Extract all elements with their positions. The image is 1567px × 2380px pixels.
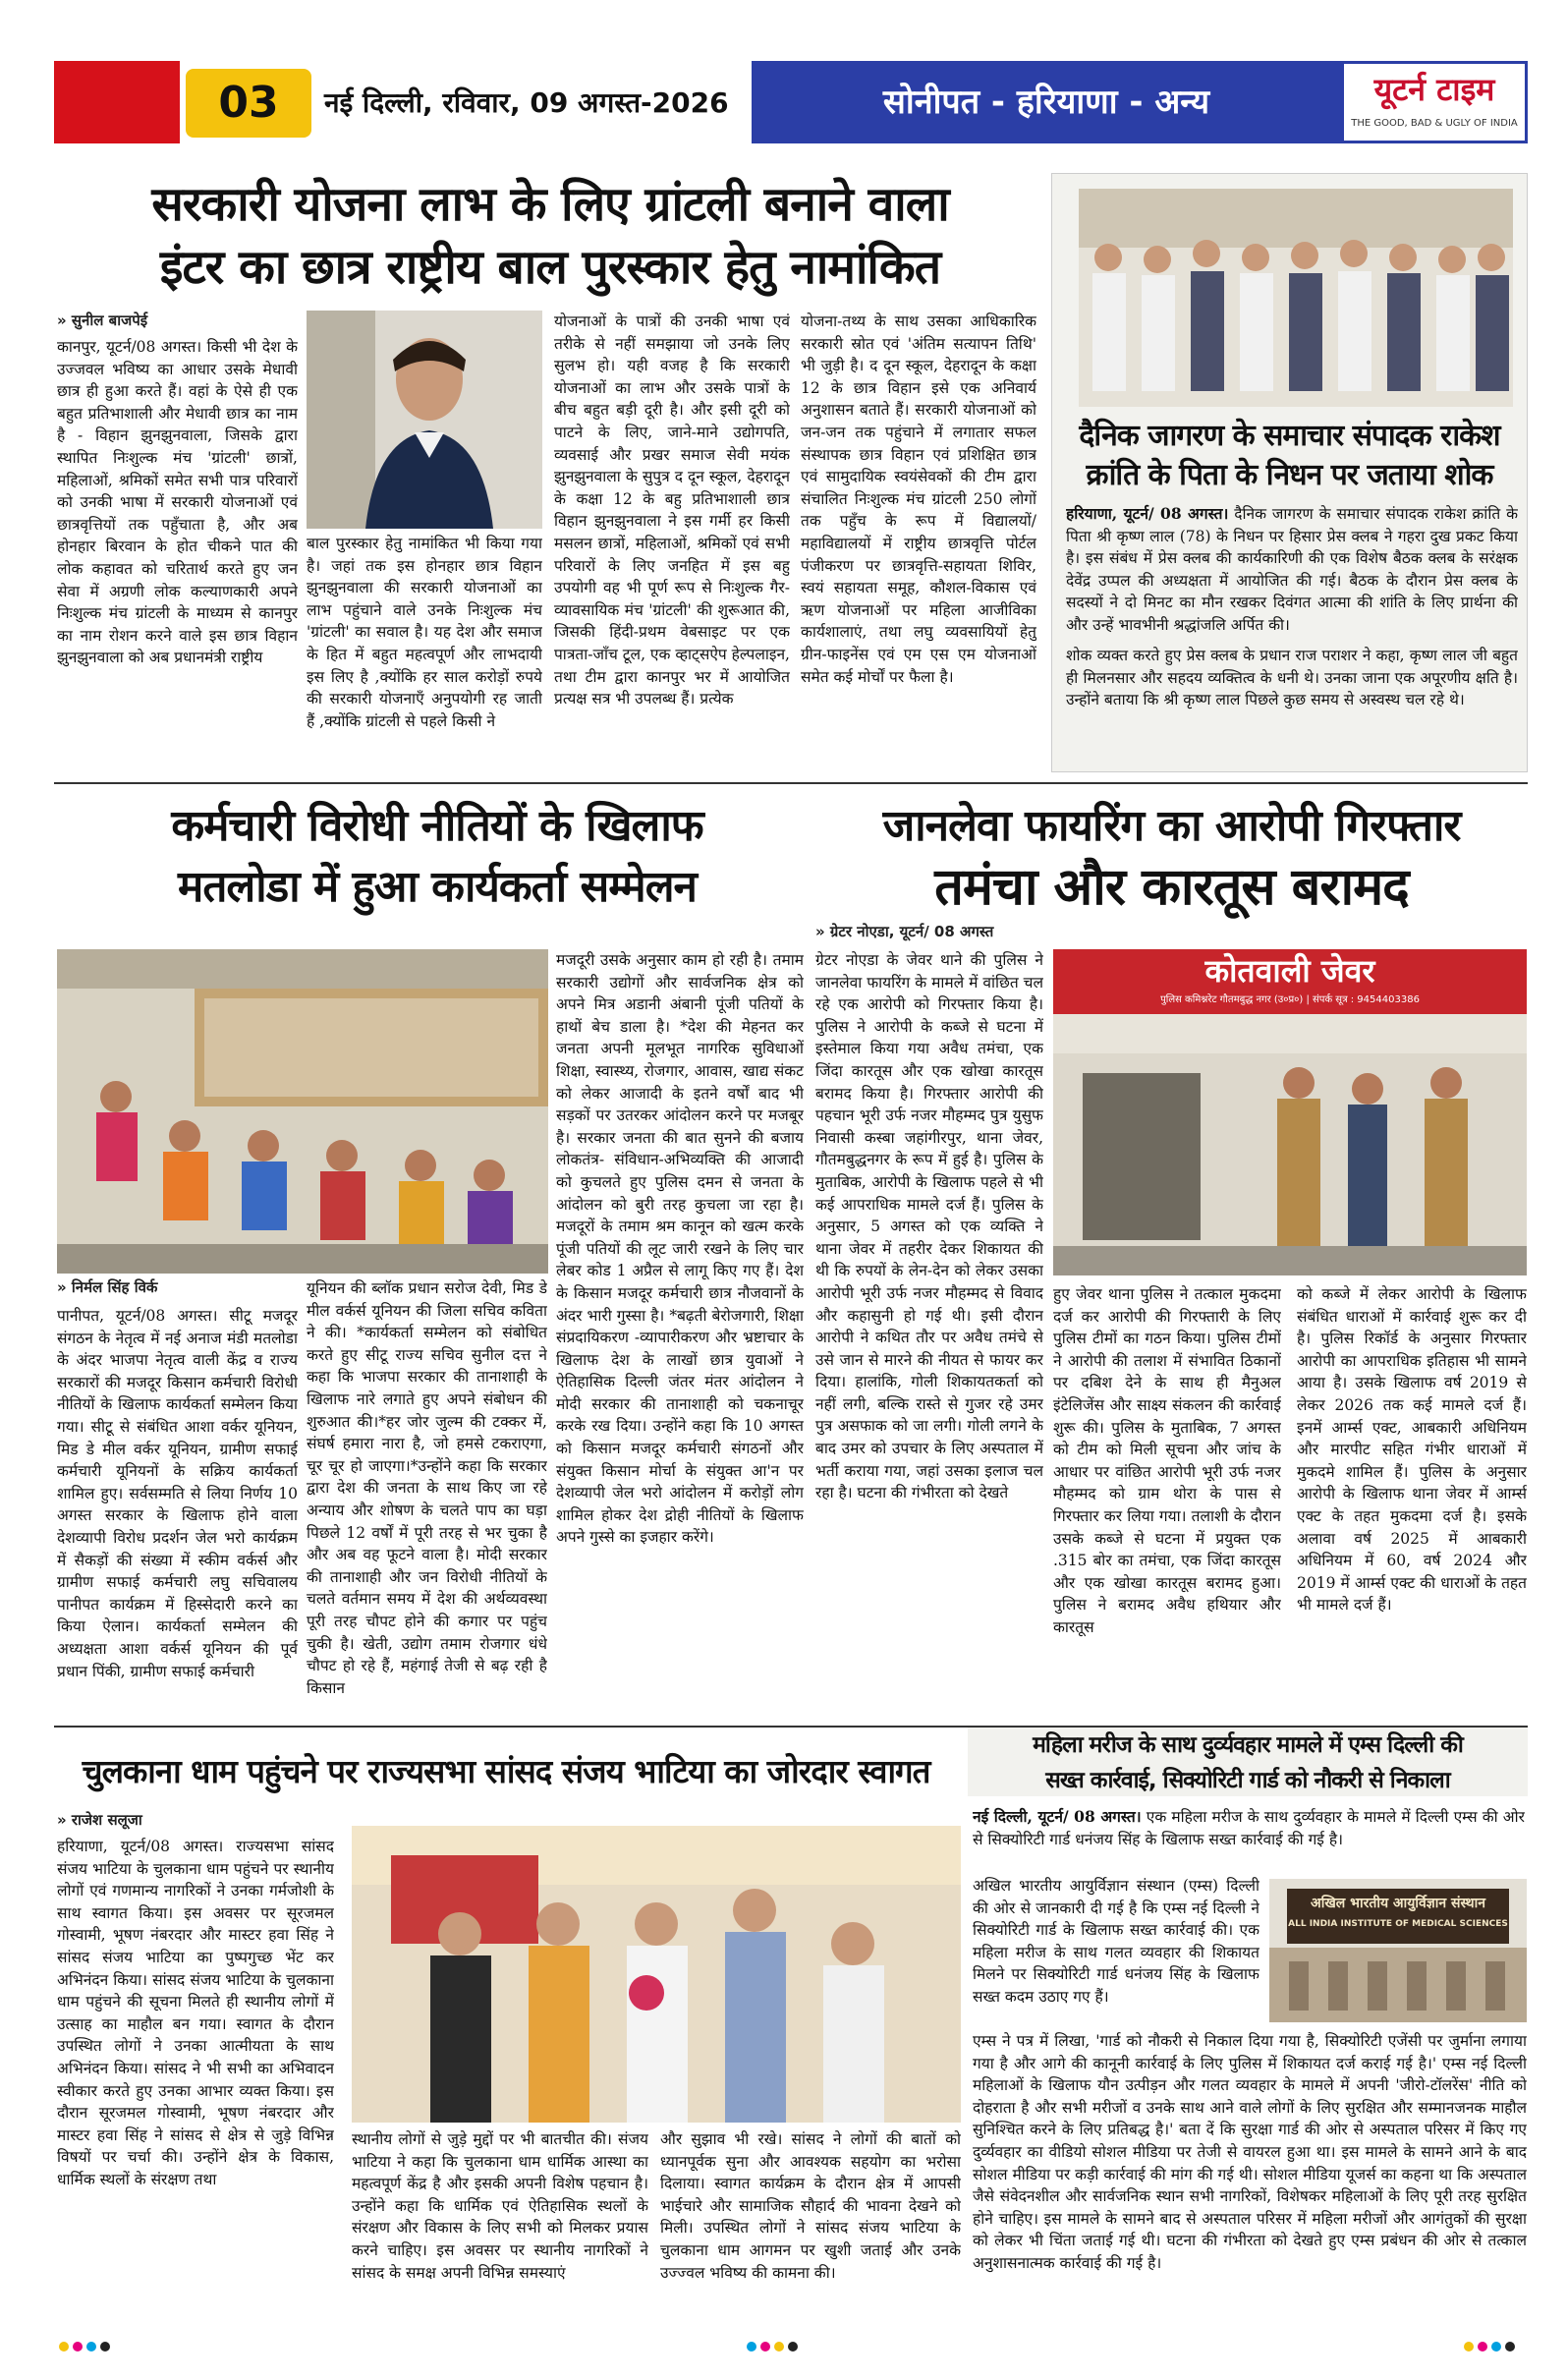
story2-headline <box>1061 417 1518 495</box>
logo-tagline: THE GOOD, BAD & UGLY OF INDIA <box>1351 118 1518 129</box>
story2-body-text: दैनिक जागरण के समाचार संपादक राकेश क्रांति के पिता श्री कृष्ण लाल (78) के निधन पर हिसार प्रेस क्लब ने गहरा दुख प्रकट किया है। इस संबंध में प्रेस क्लब की कार्यकारिणी की एक विशेष बैठक क्लब के सरंक्षक देवेंद्र उप्पल की अध्यक्षता में आयोजित की गई। बैठक के दौरान प्रेस क्लब के सदस्यों ने दो मिनट का मौन रखकर दिवंगत आत्मा की शांति के लिए प्रार्थना की और उन्हें भावभीनी श्रद्धांजलि अर्पित की। <box>1066 505 1518 634</box>
workers-meeting-photo-icon <box>57 949 548 1274</box>
story1-col1: कानपुर, यूटर्न/08 अगस्त। किसी भी देश के उज्जवल भविष्य का आधार उसके मेधावी छात्र ही हुआ करते हैं। वहां के ऐसे ही एक बहुत प्रतिभाशाली और मेधावी छात्र का नाम है - विहान झुनझुनवाला, जिसके द्वारा स्थापित निःशुल्क मंच 'ग्रांटली' छात्रों, महिलाओं, श्रमिकों समेत सभी पात्र परिवारों को उनकी भाषा में सरकारी योजनाओं एवं छात्रवृत्तियों तक पहुँचाता है, और अब होनहार बिरवान के होत चीकने पात की लोक कहावत को चरितार्थ करते हुए जन सेवा में अग्रणी लोक कल्याणकारी अपने निःशुल्क मंच ग्रांटली के माध्यम से कानपुर का नाम रोशन करने वाले इस छात्र विहान झुनझुनवाला को अब प्रधानमंत्री राष्ट्रीय <box>57 338 298 667</box>
story6-col-left: अखिल भारतीय आयुर्विज्ञान संस्थान (एम्स) दिल्ली की ओर से जानकारी दी गई है कि एम्स नई दिल्ली ने सिक्योरिटी गार्ड के खिलाफ सख्त कार्रवाई की। एक महिला मरीज के साथ गलत व्यवहार की शिकायत मिलने पर सिक्योरिटी गार्ड धनंजय सिंह के खिलाफ सख्त कदम उठाए गए हैं। <box>973 1877 1259 2006</box>
page-number: 03 <box>186 69 311 138</box>
story4-col1: ग्रेटर नोएडा के जेवर थाने की पुलिस ने जानलेवा फायरिंग के मामले में वांछित चल रहे एक आरोपी को गिरफ्तार किया है। पुलिस ने आरोपी के कब्जे से घटना में इस्तेमाल किया गया अवैध तमंचा, एक जिंदा कारतूस और एक खोखा कारतूस बरामद किया है। गिरफ्तार आरोपी की पहचान भूरी उर्फ नजर मौहम्मद पुत्र युसुफ निवासी कस्बा जहांगीरपुर, थाना जेवर, गौतमबुद्धनगर के रूप में हुई है। पुलिस के मुताबिक, आरोपी के खिलाफ पहले से भी कई आपराधिक मामले दर्ज हैं। पुलिस के अनुसार, 5 अगस्त को एक व्यक्ति ने थाना जेवर में तहरीर देकर शिकायत की थी कि रुपयों के लेन-देन को लेकर उसका आरोपी भूरी उर्फ नजर मौहम्मद से विवाद और कहासुनी हो गई थी। इसी दौरान आरोपी ने कथित तौर पर अवैध तमंचे से उसे जान से मारने की नीयत से फायर कर दिया। हालांकि, गोली शिकायतकर्ता को नहीं लगी, बल्कि रास्ते से गुजर रहे उमर पुत्र असफाक को जा लगी। गोली लगने के बाद उमर को उपचार के लिए अस्पताल में भर्ती कराया गया, जहां उसका इलाज चल रहा है। घटना की गंभीरता को देखते <box>815 951 1043 1502</box>
story1-photo <box>307 311 542 529</box>
story6-lead-text: एक महिला मरीज के साथ दुर्व्यवहार के मामले में दिल्ली एम्स की ओर से सिक्योरिटी गार्ड धनंजय सिंह के खिलाफ सख्त कार्रवाई की गई है। <box>973 1808 1525 1848</box>
police-station-name: कोतवाली जेवर <box>1204 952 1375 990</box>
story6-headline-line2: सख्त कार्रवाई, सिक्योरिटी गार्ड को नौकरी से निकाला <box>1045 1768 1450 1793</box>
story3-col1: पानीपत, यूटर्न/08 अगस्त। सीटू मजदूर संगठन के नेतृत्व में नई अनाज मंडी मतलोडा के अंदर भाजपा नेतृत्व वाली केंद्र व राज्य सरकारों की मजदूर किसान कर्मचारी विरोधी नीतियों के खिलाफ कार्यकर्ता सम्मेलन किया गया। सीटू से संबंधित आशा वर्कर यूनियन, मिड डे मील वर्कर यूनियन, ग्रामीण सफाई कर्मचारी यूनियनों के सक्रिय कार्यकर्ता शामिल हुए। सर्वसम्मति से लिया निर्णय 10 अगस्त सरकार के खिलाफ होने वाला देशव्यापी विरोध प्रदर्शन जेल भरो कार्यक्रम में सैकड़ों की संख्या में स्कीम वर्कर्स और ग्रामीण सफाई कर्मचारी लघु सचिवालय पानीपत कार्यक्रम में हिस्सेदारी करने का किया ऐलान। कार्यकर्ता सम्मेलन की अध्यक्षता आशा वर्कर्स यूनियन की पूर्व प्रधान पिंकी, ग्रामीण सफाई कर्मचारी <box>57 1307 298 1680</box>
masthead <box>54 61 1528 143</box>
story4-headline-line2: तमंचा और कारतूस बरामद <box>934 858 1409 917</box>
story1-headline-line1: सरकारी योजना लाभ के लिए ग्रांटली बनाने वाला <box>151 177 949 232</box>
section-divider <box>54 782 1528 784</box>
story4-headline-line1: जानलेवा फायरिंग का आरोपी गिरफ्तार <box>882 801 1461 851</box>
story6-dateline: नई दिल्ली, यूटर्न/ 08 अगस्त। <box>973 1807 1142 1826</box>
story4-photo <box>1053 949 1527 1275</box>
welcome-ceremony-photo-icon <box>352 1826 961 2123</box>
story4-headline <box>815 796 1528 918</box>
story1-byline: » सुनील बाजपेई <box>57 312 148 329</box>
print-registration-dots-center <box>747 2337 802 2351</box>
story3-headline-line1: कर्मचारी विरोधी नीतियों के खिलाफ <box>171 801 703 851</box>
story2-dateline: हरियाणा, यूटर्न/ 08 अगस्त। <box>1066 504 1229 523</box>
print-registration-dots-left <box>59 2337 114 2351</box>
story3-col2: यूनियन की ब्लॉक प्रधान सरोज देवी, मिड डे मील वर्कर्स यूनियन की जिला सचिव कविता ने की। *कार्यकर्ता सम्मेलन को संबोधित करते हुए सीटू राज्य सचिव सुनील दत्त ने कहा कि भाजपा सरकार की तानाशाही के खिलाफ नारे लगाते हुए अपने संबोधन की शुरुआत की।*हर जोर जुल्म की टक्कर में, संघर्ष हमारा नारा है, जो हमसे टकराएगा, चूर चूर हो जाएगा।*उन्होंने कहा कि सरकार द्वारा देश की जनता के साथ किए जा रहे अन्याय और शोषण के चलते पाप का घड़ा पिछले 12 वर्षों में पूरी तरह से भर चुका है और अब वह फूटने वाला है। मोदी सरकार की तानाशाही और जन विरोधी नीतियों के चलते वर्तमान समय में देश की अर्थव्यवस्था पूरी तरह चौपट होने की कगार पर पहुंच चुकी है। खेती, उद्योग तमाम रोजगार धंधे चौपट हो रहे हैं, महंगाई तेजी से बढ़ रही है किसान <box>307 1279 547 1697</box>
story1-col3: योजनाओं के पात्रों की उनकी भाषा एवं तरीके से नहीं समझाया जो उनके लिए सुलभ हो। यही वजह है कि सरकारी योजनाओं का लाभ और उसके पात्रों के बीच बहुत बड़ी दूरी है। और इसी दूरी को पाटने के लिए, जाने-माने उद्योगपति, व्यवसाई और प्रखर समाज सेवी मयंक झुनझुनवाला के सुपुत्र द दून स्कूल, देहरादून के कक्षा 12 के बहु प्रतिभाशाली छात्र विहान झुनझुनवाला ने इस गर्मी हर किसी मसलन छात्रों, महिलाओं, श्रमिकों एवं सभी परिवारों के लिए जनहित में इस बहु उपयोगी वह भी पूर्ण रूप से निःशुल्क गैर-व्यावसायिक मंच 'ग्रांटली' की शुरूआत की, जिसकी हिंदी-प्रथम वेबसाइट पर एक पात्रता-जाँच टूल, एक व्हाट्सऐप हेल्पलाइन, तथा टीम द्वारा कानपुर भर में आयोजित प्रत्यक्ष सत्र भी उपलब्ध हैं। प्रत्येक <box>554 312 790 708</box>
story5-byline: » राजेश सलूजा <box>57 1811 142 1829</box>
story3-headline <box>54 796 820 918</box>
police-station-contact: पुलिस कमिश्नरेट गौतमबुद्ध नगर (उ०प्र०) | संपर्क सूत्र : 9454403386 <box>1160 994 1420 1005</box>
story2-headline-line1: दैनिक जागरण के समाचार संपादक राकेश <box>1079 419 1500 453</box>
section-band: सोनीपत - हरियाणा - अन्य <box>752 61 1341 143</box>
story2-photo <box>1079 189 1513 407</box>
story2-body <box>1066 503 1518 641</box>
newspaper-logo <box>1341 61 1528 143</box>
story6-body: एम्स ने पत्र में लिखा, 'गार्ड को नौकरी से निकाल दिया गया है, सिक्योरिटी एजेंसी पर जुर्माना लगाया गया है और आगे की कानूनी कार्रवाई के लिए पुलिस में शिकायत दर्ज कराई गई है।' एम्स नई दिल्ली महिलाओं के खिलाफ यौन उत्पीड़न और गलत व्यवहार के मामले में अपनी 'जीरो-टॉलरेंस' नीति को दोहराता है और सभी मरीजों व उनके साथ आने वाले लोगों के लिए सुरक्षित और सम्मानजनक माहौल सुनिश्चित करने के लिए प्रतिबद्ध है।' बता दें कि सुरक्षा गार्ड की ओर से अस्पताल परिसर में किए गए दुर्व्यवहार का वीडियो सोशल मीडिया पर तेजी से वायरल हुआ था। इस मामले के सामने आने के बाद सोशल मीडिया पर कड़ी कार्रवाई की मांग की गई थी। सोशल मीडिया यूजर्स का कहना था कि अस्पताल जैसे संवेदनशील और सार्वजनिक स्थान सभी नागरिकों, विशेषकर महिलाओं के लिए पूरी तरह सुरक्षित होने चाहिए। इस मामले के सामने बाद से अस्पताल परिसर में महिला मरीजों और आगंतुकों की सुरक्षा को लेकर भी चिंता जताई गई थी। घटना की गंभीरता को देखते हुए एम्स प्रबंधन की ओर से तत्काल अनुशासनात्मक कार्रवाई की गई है। <box>973 2032 1527 2272</box>
story6-lead <box>973 1806 1525 1875</box>
story3-photo <box>57 949 548 1274</box>
police-arrest-photo-icon <box>1053 1014 1527 1275</box>
student-portrait-icon <box>307 311 542 529</box>
story4-byline: » ग्रेटर नोएडा, यूटर्न/ 08 अगस्त <box>815 923 994 940</box>
story5-headline: चुलकाना धाम पहुंचने पर राज्यसभा सांसद संजय भाटिया का जोरदार स्वागत <box>82 1752 930 1790</box>
story1-headline-line2: इंटर का छात्र राष्ट्रीय बाल पुरस्कार हेतु नामांकित <box>159 240 941 295</box>
story6-headline <box>968 1728 1528 1798</box>
masthead-red-block <box>54 61 180 143</box>
story5-col1: हरियाणा, यूटर्न/08 अगस्त। राज्यसभा सांसद संजय भाटिया के चुलकाना धाम पहुंचने पर स्थानीय लोगों एवं गणमान्य नागरिकों ने उनका गर्मजोशी के साथ स्वागत किया। इस अवसर पर सूरजमल गोस्वामी, भूषण नंबरदार और मास्टर हवा सिंह ने सांसद संजय भाटिया का पुष्पगुच्छ भेंट कर अभिनंदन किया। सांसद संजय भाटिया के चुलकाना धाम पहुंचने की सूचना मिलते ही स्थानीय लोगों में उत्साह का माहौल बन गया। स्वागत के दौरान उपस्थित लोगों ने उनका आत्मीयता के साथ अभिनंदन किया। सांसद ने भी सभी का अभिवादन स्वीकार करते हुए उनका आभार व्यक्त किया। इस दौरान सूरजमल गोस्वामी, भूषण नंबरदार और मास्टर हवा सिंह ने सांसद से क्षेत्र से जुड़े विभिन्न विषयों पर चर्चा की। उन्होंने क्षेत्र के विकास, धार्मिक स्थलों के संरक्षण तथा <box>57 1838 334 2188</box>
story5-col3: और सुझाव भी रखे। सांसद ने लोगों की बातों को ध्यानपूर्वक सुना और आवश्यक सहयोग का भरोसा दिलाया। स्वागत कार्यक्रम के दौरान क्षेत्र में आपसी भाईचारे और सामाजिक सौहार्द की भावना देखने को मिली। उपस्थित लोगों ने सांसद संजय भाटिया के चुलकाना धाम आगमन पर खुशी जताई और उनके उज्ज्वल भविष्य की कामना की। <box>660 2130 961 2282</box>
story2-headline-line2: क्रांति के पिता के निधन पर जताया शोक <box>1086 458 1493 492</box>
story5-photo <box>352 1826 961 2123</box>
story3-byline: » निर्मल सिंह विर्क <box>57 1278 158 1296</box>
story6-headline-line1: महिला मरीज के साथ दुर्व्यवहार मामले में एम्स दिल्ली की <box>1033 1732 1463 1758</box>
aiims-sign-hindi: अखिल भारतीय आयुर्विज्ञान संस्थान <box>1311 1896 1485 1911</box>
story1-headline <box>54 173 1046 299</box>
story6-photo <box>1269 1879 1527 2022</box>
story4-col3: को कब्जे में लेकर आरोपी के खिलाफ संबंधित धाराओं में कार्रवाई शुरू कर दी है। पुलिस रिकॉर्ड के अनुसार गिरफ्तार आरोपी का आपराधिक इतिहास भी सामने आया है। उसके खिलाफ वर्ष 2019 से लेकर 2026 तक कई मामले दर्ज हैं। इनमें आर्म्स एक्ट, आबकारी अधिनियम और मारपीट सहित गंभीर धाराओं में मुकदमे शामिल हैं। पुलिस के अनुसार आरोपी के खिलाफ थाना जेवर में आर्म्स एक्ट के तहत मुकदमा दर्ज है। इसके अलावा वर्ष 2025 में आबकारी अधिनियम में 60, वर्ष 2024 और 2019 में आर्म्स एक्ट की धाराओं के तहत भी मामले दर्ज हैं। <box>1297 1285 1527 1615</box>
story1-col2: बाल पुरस्कार हेतु नामांकित भी किया गया है। जहां तक इस होनहार छात्र विहान झुनझुनवाला की सरकारी योजनाओं का लाभ पहुंचाने वाले उनके निःशुल्क मंच 'ग्रांटली' का सवाल है। यह देश और समाज के हित में बहुत महत्वपूर्ण और लाभदायी इस लिए है ,क्योंकि हर साल करोड़ों रुपये की सरकारी योजनाएँ अनुपयोगी रह जाती हैं ,क्योंकि ग्रांटली से पहले किसी ने <box>307 535 542 730</box>
story5-col2: स्थानीय लोगों से जुड़े मुद्दों पर भी बातचीत की। संजय भाटिया ने कहा कि चुलकाना धाम धार्मिक आस्था का महत्वपूर्ण केंद्र है और इसकी अपनी विशेष पहचान है। उन्होंने कहा कि धार्मिक एवं ऐतिहासिक स्थलों के संरक्षण और विकास के लिए सभी को मिलकर प्रयास करने चाहिए। इस अवसर पर स्थानीय नागरिकों ने सांसद के समक्ष अपनी विभिन्न समस्याएं <box>352 2130 648 2282</box>
logo-text: यूटर्न टाइम <box>1373 71 1495 108</box>
print-registration-dots-right <box>1464 2337 1519 2351</box>
aiims-sign-english: ALL INDIA INSTITUTE OF MEDICAL SCIENCES <box>1288 1919 1508 1929</box>
meeting-group-photo-icon <box>1079 189 1513 407</box>
story1-col4: योजना-तथ्य के साथ उसका आधिकारिक सरकारी स्रोत एवं 'अंतिम सत्यापन तिथि' भी जुड़ी है। द दून स्कूल, देहरादून के कक्षा 12 के छात्र विहान इसे एक अनिवार्य अनुशासन बताते हैं। सरकारी योजनाओं को जन-जन तक पहुंचाने में लगातार सफल संस्थापक छात्र विहान एवं प्रशिक्षित छात्र एवं सामुदायिक स्वयंसेवकों की टीम द्वारा संचालित निःशुल्क मंच ग्रांटली 250 लोगों तक पहुँच के रूप में विद्यालयों/महाविद्यालयों में राष्ट्रीय छात्रवृत्ति पोर्टल पंजीकरण पर छात्रवृत्ति-सहायता शिविर, स्वयं सहायता समूह, कौशल-विकास एवं ऋण योजनाओं पर महिला आजीविका कार्यशालाएं, तथा लघु व्यवसायियों हेतु ग्रीन-फाइनेंस एवं एम एस एम योजनाओं समेत कई मोर्चों पर फैला है। <box>801 312 1036 686</box>
police-station-sign <box>1053 949 1527 1014</box>
dateline: नई दिल्ली, रविवार, 09 अगस्त-2026 <box>324 86 729 119</box>
story4-col2: हुए जेवर थाना पुलिस ने तत्काल मुकदमा दर्ज कर आरोपी की गिरफ्तारी के लिए पुलिस टीमों का गठन किया। पुलिस टीमों ने आरोपी की तलाश में संभावित ठिकानों पर दबिश देने के साथ ही मैनुअल इंटेलिजेंस और साक्ष्य संकलन की कार्रवाई शुरू की। पुलिस के मुताबिक, 7 अगस्त को टीम को मिली सूचना और जांच के आधार पर वांछित आरोपी भूरी उर्फ नजर मौहम्मद को ग्राम थोरा के पास से गिरफ्तार कर लिया गया। तलाशी के दौरान उसके कब्जे से घटना में प्रयुक्त एक .315 बोर का तमंचा, एक जिंदा कारतूस और एक खोखा कारतूस बरामद हुआ। पुलिस ने बरामद अवैध हथियार और कारतूस <box>1053 1285 1281 1636</box>
story3-headline-line2: मतलोडा में हुआ कार्यकर्ता सम्मेलन <box>178 862 697 912</box>
story3-col3: मजदूरी उसके अनुसार काम हो रही है। तमाम सरकारी उद्योगों और सार्वजनिक क्षेत्र को अपने मित्र अडानी अंबानी पूंजी पतियों के हाथों बेच डाला है। *देश की मेहनत कर जनता अपनी मूलभूत नागरिक सुविधाओं शिक्षा, स्वास्थ्य, रोजगार, आवास, खाद्य संकट को लेकर आजादी के इतने वर्षों बाद भी सड़कों पर उतरकर आंदोलन करने पर मजबूर है। सरकार जनता की बात सुनने की बजाय लोकतंत्र- संविधान-अभिव्यक्ति की आजादी को कुचलते हुए पुलिस दमन से जनता के आंदोलन को बुरी तरह कुचला जा रहा है। मजदूरों के तमाम श्रम कानून को खत्म करके पूंजी पतियों की लूट जारी रखने के लिए चार लेबर कोड 1 अप्रैल से लागू किए गए हैं। देश के किसान मजदूर कर्मचारी छात्र नौजवानों के अंदर भारी गुस्सा है। *बढ़ती बेरोजगारी, शिक्षा संप्रदायिकरण -व्यापारीकरण और भ्रष्टाचार के खिलाफ देश के लाखों छात्र युवाओं ने ऐतिहासिक दिल्ली जंतर मंतर आंदोलन ने मोदी सरकार की तानाशाही को चकनाचूर करके रख दिया। उन्होंने कहा कि 10 अगस्त को किसान मजदूर कर्मचारी संगठनों और संयुक्त किसान मोर्चा के संयुक्त आ'न पर देशव्यापी जेल भरो आंदोलन में करोड़ों लोग शामिल होकर देश द्रोही नीतियों के खिलाफ अपने गुस्से का इजहार करेंगे। <box>556 951 804 1547</box>
story2-body2: शोक व्यक्त करते हुए प्रेस क्लब के प्रधान राज पराशर ने कहा, कृष्ण लाल जी बहुत ही मिलनसार और सहदय व्यक्तित्व के धनी थे। उनका जाना एक अपूरणीय क्षति है। उन्होंने बताया कि श्री कृष्ण लाल पिछले कुछ समय से अस्वस्थ चल रहे थे। <box>1066 647 1518 709</box>
